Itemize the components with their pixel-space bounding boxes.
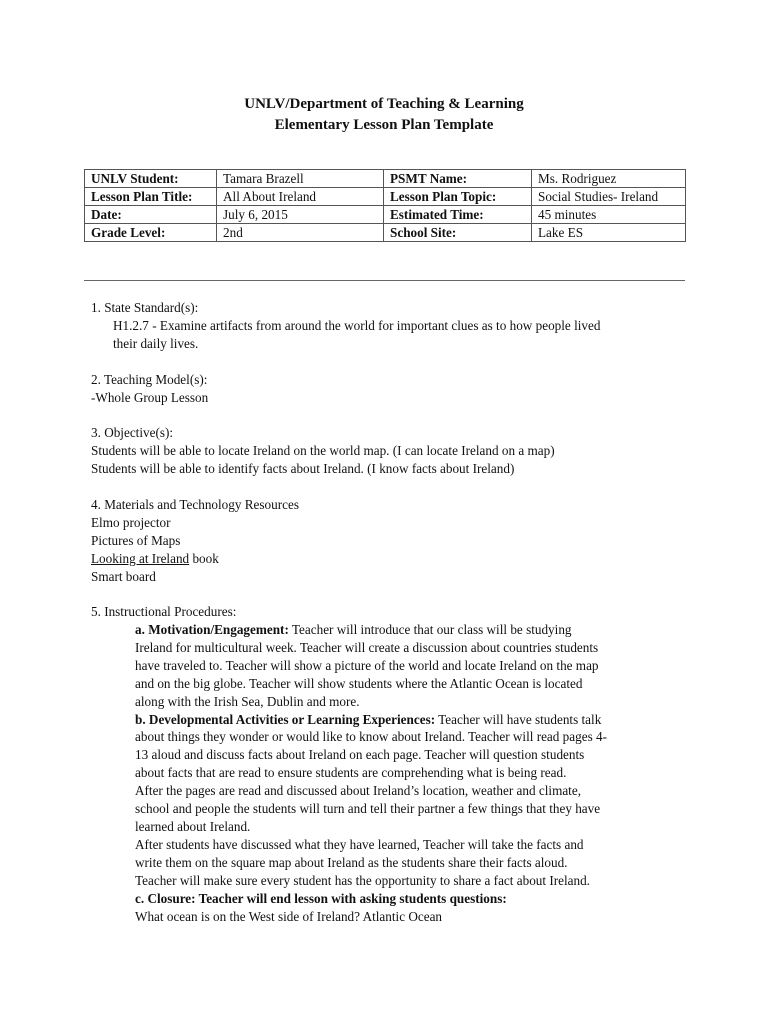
section-heading: 1. State Standard(s): bbox=[91, 300, 199, 315]
standard-text-line: their daily lives. bbox=[113, 336, 199, 351]
procedure-b-label: b. Developmental Activities or Learning Experiences: bbox=[135, 711, 436, 727]
section-heading: 2. Teaching Model(s): bbox=[91, 372, 208, 387]
procedure-b-line: After the pages are read and discussed about Ireland’s location, weather and climate, bbox=[135, 783, 581, 799]
procedure-b-text: Teacher will have students talk bbox=[435, 711, 602, 727]
material-item: Elmo projector bbox=[91, 515, 171, 530]
value-unlv-student: Tamara Brazell bbox=[217, 170, 384, 188]
procedure-b-line: about things they wonder or would like to know about Ireland. Teacher will read pages 4- bbox=[135, 729, 607, 745]
procedure-a-label: a. Motivation/Engagement: bbox=[135, 622, 289, 637]
title-line-2: Elementary Lesson Plan Template bbox=[274, 117, 494, 133]
procedure-b-line: After students have discussed what they have learned, Teacher will take the facts and bbox=[135, 836, 584, 852]
section-heading: 5. Instructional Procedures: bbox=[91, 604, 237, 619]
label-date: Date: bbox=[85, 206, 217, 224]
section-procedures-heading bbox=[91, 603, 691, 621]
value-psmt-name: Ms. Rodriguez bbox=[532, 170, 686, 188]
material-item: Pictures of Maps bbox=[91, 533, 181, 548]
section-heading: 3. Objective(s): bbox=[91, 425, 174, 440]
section-state-standard bbox=[91, 299, 691, 353]
lesson-info-table bbox=[84, 169, 686, 242]
value-lesson-plan-topic: Social Studies- Ireland bbox=[532, 188, 686, 206]
horizontal-divider bbox=[84, 280, 685, 281]
procedure-a-text: Teacher will introduce that our class will be studying bbox=[288, 622, 572, 637]
material-item-book bbox=[91, 550, 691, 568]
table-row bbox=[85, 170, 686, 188]
section-heading: 4. Materials and Technology Resources bbox=[91, 497, 299, 512]
value-lesson-plan-title: All About Ireland bbox=[217, 188, 384, 206]
section-procedures-body bbox=[135, 621, 695, 925]
teaching-model-item: -Whole Group Lesson bbox=[91, 390, 209, 405]
procedure-b-line: Teacher will make sure every student has the opportunity to share a fact about Ireland. bbox=[135, 872, 590, 888]
value-date: July 6, 2015 bbox=[217, 206, 384, 224]
objective-line: Students will be able to locate Ireland on the world map. (I can locate Ireland on a map) bbox=[91, 443, 555, 458]
label-estimated-time: Estimated Time: bbox=[384, 206, 532, 224]
label-lesson-plan-title: Lesson Plan Title: bbox=[85, 188, 217, 206]
label-psmt-name: PSMT Name: bbox=[384, 170, 532, 188]
book-suffix: book bbox=[189, 551, 219, 566]
table-row bbox=[85, 224, 686, 242]
material-item: Smart board bbox=[91, 569, 156, 584]
book-title: Looking at Ireland bbox=[91, 551, 190, 566]
label-lesson-plan-topic: Lesson Plan Topic: bbox=[384, 188, 532, 206]
label-school-site: School Site: bbox=[384, 224, 532, 242]
procedure-a-line bbox=[135, 621, 695, 639]
procedure-b-line bbox=[135, 711, 695, 729]
table-row bbox=[85, 188, 686, 206]
procedure-b-line: school and people the students will turn and tell their partner a few things that they have bbox=[135, 801, 601, 817]
procedure-b-line: about facts that are read to ensure students are comprehending what is being read. bbox=[135, 765, 567, 781]
standard-text-line: H1.2.7 - Examine artifacts from around the world for important clues as to how people lived bbox=[113, 318, 601, 333]
procedure-c-label: c. Closure: Teacher will end lesson with asking students questions: bbox=[135, 890, 507, 906]
procedure-b-line: learned about Ireland. bbox=[135, 818, 251, 834]
procedure-a-line: have traveled to. Teacher will show a picture of the world and locate Ireland on the map bbox=[135, 657, 599, 673]
label-grade-level: Grade Level: bbox=[85, 224, 217, 242]
procedure-a-line: Ireland for multicultural week. Teacher will create a discussion about countries students bbox=[135, 639, 599, 655]
value-estimated-time: 45 minutes bbox=[532, 206, 686, 224]
procedure-a-line: along with the Irish Sea, Dublin and more. bbox=[135, 693, 360, 709]
section-teaching-model bbox=[91, 371, 691, 407]
value-school-site: Lake ES bbox=[532, 224, 686, 242]
section-materials bbox=[91, 496, 691, 586]
label-unlv-student: UNLV Student: bbox=[85, 170, 217, 188]
procedure-b-line: 13 aloud and discuss facts about Ireland on each page. Teacher will question students bbox=[135, 747, 585, 763]
procedure-b-line: write them on the square map about Ireland as the students share their facts aloud. bbox=[135, 854, 568, 870]
value-grade-level: 2nd bbox=[217, 224, 384, 242]
objective-line: Students will be able to identify facts about Ireland. (I know facts about Ireland) bbox=[91, 461, 515, 476]
title-line-1: UNLV/Department of Teaching & Learning bbox=[244, 96, 524, 112]
section-objectives bbox=[91, 424, 691, 478]
procedure-c-line: What ocean is on the West side of Ireland? Atlantic Ocean bbox=[135, 908, 443, 924]
procedure-a-line: and on the big globe. Teacher will show students where the Atlantic Ocean is located bbox=[135, 675, 583, 691]
table-row bbox=[85, 206, 686, 224]
